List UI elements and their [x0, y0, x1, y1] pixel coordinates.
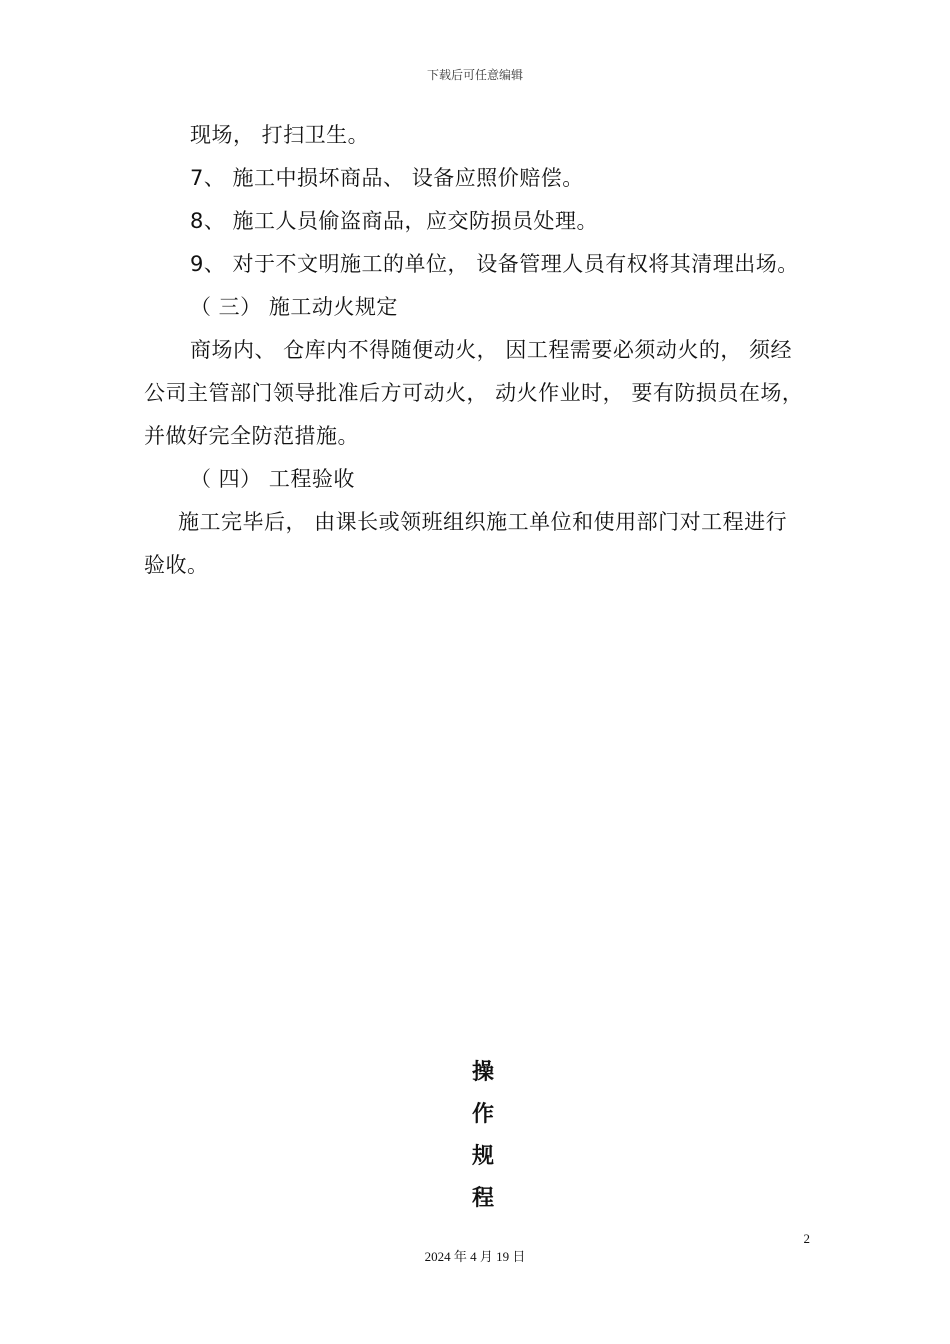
paragraph-cleanup: 现场， 打扫卫生。 [190, 123, 370, 147]
paragraph-item-7: 7、 施工中损坏商品、 设备应照价赔偿。 [190, 166, 584, 190]
section-heading-acceptance: （ 四） 工程验收 [190, 467, 355, 491]
vertical-title-char: 作 [471, 1102, 494, 1127]
vertical-title-char: 规 [471, 1144, 494, 1169]
vertical-title-char: 程 [471, 1186, 494, 1211]
vertical-title-char: 操 [471, 1060, 494, 1085]
paragraph-item-8: 8、 施工人员偷盗商品，应交防损员处理。 [190, 209, 599, 233]
page-number: 2 [803, 1231, 810, 1246]
paragraph-acceptance: 施工完毕后， 由课长或领班组织施工单位和使用部门对工程进行验收。 [144, 510, 788, 577]
footer-date: 2024 年 4 月 19 日 [424, 1249, 526, 1264]
section-heading-fire-rules: （ 三） 施工动火规定 [190, 295, 398, 319]
paragraph-item-9: 9、 对于不文明施工的单位， 设备管理人员有权将其清理出场。 [190, 252, 799, 276]
document-body [144, 114, 808, 587]
page-header: 下载后可任意编辑 [426, 68, 523, 82]
vertical-title [466, 1052, 500, 1220]
paragraph-fire-rules: 商场内、 仓库内不得随便动火， 因工程需要必须动火的， 须经公司主管部门领导批准后方可动火， 动火作业时， 要有防损员在场， 并做好完全防范措施。 [144, 338, 804, 448]
